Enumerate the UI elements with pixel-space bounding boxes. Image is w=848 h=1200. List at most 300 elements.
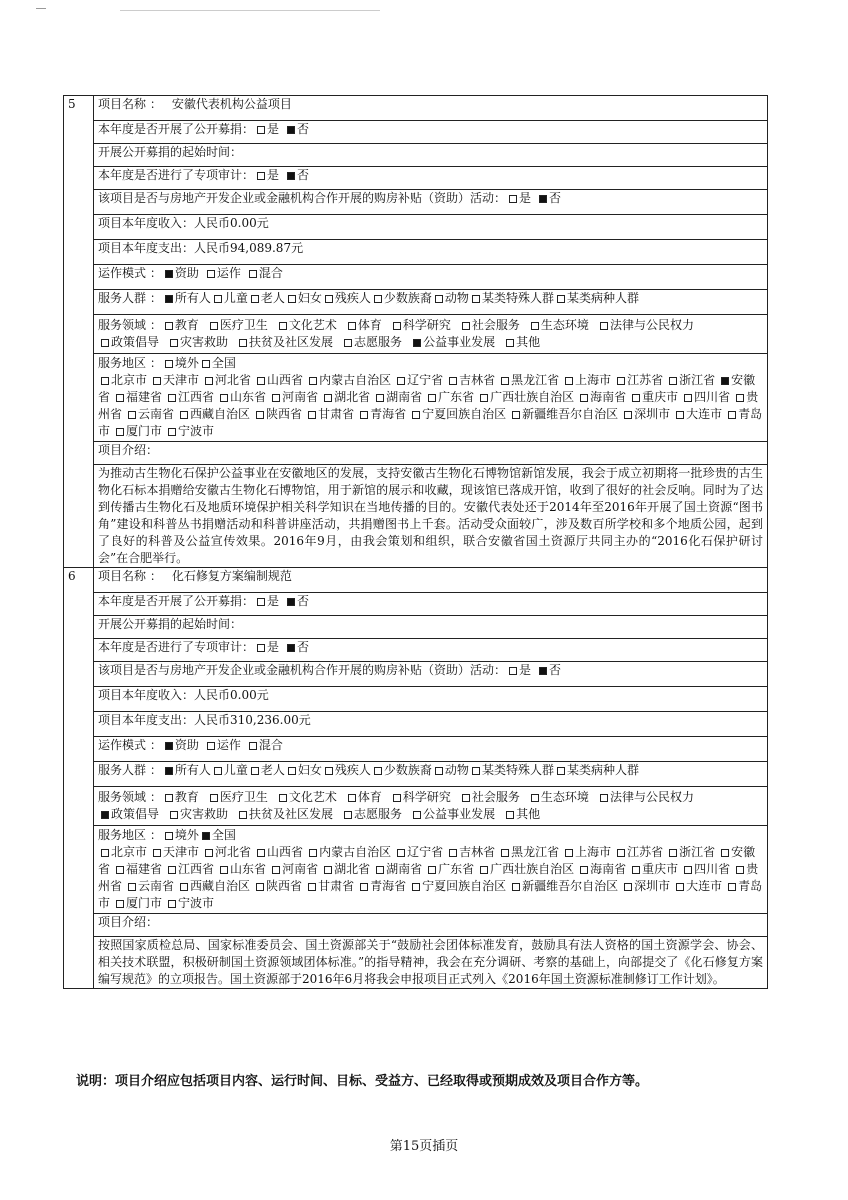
service-area-option[interactable]	[621, 407, 670, 421]
service-area-row-cell	[94, 826, 768, 914]
service-area-option[interactable]	[681, 862, 730, 876]
option-label: 广东省	[438, 390, 475, 404]
option-label: 江西省	[178, 390, 215, 404]
service-area-option[interactable]	[409, 879, 506, 893]
checkbox-icon	[617, 377, 625, 385]
no-checkbox[interactable]	[536, 191, 561, 205]
option-label: 体育	[357, 790, 382, 804]
option-label: 儿童	[223, 291, 248, 305]
yes-checkbox[interactable]	[506, 191, 531, 205]
option-label: 混合	[258, 266, 283, 280]
option-label: 天津市	[163, 373, 200, 387]
checkbox-icon	[512, 883, 520, 891]
checkbox-icon	[435, 295, 443, 303]
checkbox-icon	[202, 832, 210, 840]
footer-note: 说明：项目介绍应包括项目内容、运行时间、目标、受益方、已经取得或预期成效及项目合作方等。	[76, 1074, 649, 1089]
option-label: 黑龙江省	[511, 373, 560, 387]
option-label: 浙江省	[679, 373, 716, 387]
option-label: 否	[297, 594, 310, 608]
yes-checkbox[interactable]	[506, 663, 531, 677]
service-field-option[interactable]	[390, 318, 451, 332]
checkbox-icon	[531, 322, 539, 330]
option-label: 运作	[216, 738, 241, 752]
service-area-option[interactable]	[629, 390, 678, 404]
checkbox-icon	[116, 866, 124, 874]
service-field-option[interactable]	[162, 790, 199, 804]
option-label: 科学研究	[402, 318, 451, 332]
checkbox-icon	[565, 377, 573, 385]
service-field-option[interactable]	[390, 790, 451, 804]
project-name-cell	[94, 568, 768, 593]
checkbox-icon	[721, 849, 729, 857]
service-area-option[interactable]	[306, 373, 391, 387]
service-area-option[interactable]	[165, 896, 214, 910]
audit-row	[64, 639, 768, 662]
checkbox-icon	[580, 866, 588, 874]
service-field-option[interactable]	[345, 790, 382, 804]
checkbox-icon	[539, 667, 547, 675]
option-label: 深圳市	[634, 407, 671, 421]
service-crowd-option[interactable]	[554, 291, 639, 305]
checkbox-icon	[557, 295, 565, 303]
option-label: 上海市	[575, 845, 612, 859]
option-label: 是	[519, 191, 532, 205]
service-area-option[interactable]	[621, 879, 670, 893]
operation-mode-option[interactable]	[204, 266, 241, 280]
project-name: 化石修复方案编制规范	[171, 569, 292, 583]
service-area-option[interactable]	[321, 390, 370, 404]
checkbox-icon	[557, 767, 565, 775]
service-field-option[interactable]	[276, 790, 337, 804]
option-label: 湖南省	[386, 862, 423, 876]
service-crowd-option[interactable]	[248, 763, 285, 777]
service-area-option[interactable]	[165, 390, 214, 404]
service-field-option[interactable]	[167, 335, 228, 349]
checkbox-icon	[287, 644, 295, 652]
option-label: 贵州省	[98, 862, 759, 893]
no-checkbox[interactable]	[284, 640, 309, 654]
option-label: 浙江省	[679, 845, 716, 859]
checkbox-icon	[325, 767, 333, 775]
fundraising-start-label: 开展公开募捐的起始时间：	[98, 617, 243, 631]
operation-mode-row-cell	[94, 265, 768, 290]
service-area-option[interactable]	[477, 862, 574, 876]
service-field-row	[64, 315, 768, 354]
service-area-option[interactable]	[509, 407, 618, 421]
service-area-scope[interactable]	[199, 828, 236, 842]
option-label: 运作	[216, 266, 241, 280]
operation-mode-option[interactable]	[204, 738, 241, 752]
service-area-option[interactable]	[150, 845, 199, 859]
service-field-option[interactable]	[410, 807, 495, 821]
public-fundraising-question: 本年度是否开展了公开募捐：	[98, 122, 255, 136]
service-crowd-option[interactable]	[371, 291, 432, 305]
service-area-option[interactable]	[217, 390, 266, 404]
service-crowd-row	[64, 762, 768, 787]
project-number: 5	[64, 96, 94, 568]
option-label: 扶贫及社区发展	[249, 335, 334, 349]
checkbox-icon	[435, 767, 443, 775]
option-label: 志愿服务	[354, 807, 403, 821]
checkbox-icon	[360, 411, 368, 419]
checkbox-icon	[348, 794, 356, 802]
option-label: 残疾人	[334, 763, 371, 777]
option-label: 山东省	[230, 862, 267, 876]
checkbox-icon	[344, 811, 352, 819]
service-area-option[interactable]	[673, 407, 722, 421]
service-area-option[interactable]	[113, 862, 162, 876]
intro-label: 项目介绍：	[98, 443, 159, 457]
service-field-option[interactable]	[236, 335, 333, 349]
service-crowd-option[interactable]	[285, 763, 322, 777]
checkbox-icon	[128, 883, 136, 891]
option-label: 河南省	[282, 390, 319, 404]
service-field-option[interactable]	[528, 318, 589, 332]
checkbox-icon	[220, 866, 228, 874]
scan-mark	[36, 8, 46, 9]
option-label: 青海省	[370, 879, 407, 893]
checkbox-icon	[462, 322, 470, 330]
service-area-option[interactable]	[357, 407, 406, 421]
service-area-option[interactable]	[125, 407, 174, 421]
service-area-option[interactable]	[425, 390, 474, 404]
project-name-label: 项目名称 ：	[98, 97, 162, 111]
service-area-option[interactable]	[202, 845, 251, 859]
service-area-option[interactable]	[98, 845, 147, 859]
service-crowd-option[interactable]	[469, 291, 554, 305]
checkbox-icon	[325, 295, 333, 303]
option-label: 湖北省	[334, 862, 371, 876]
option-label: 文化艺术	[288, 318, 337, 332]
service-area-option[interactable]	[253, 407, 302, 421]
service-area-option[interactable]	[177, 879, 250, 893]
checkbox-icon	[153, 849, 161, 857]
service-field-option[interactable]	[167, 807, 228, 821]
service-area-option[interactable]	[394, 845, 443, 859]
option-label: 山西省	[267, 845, 304, 859]
checkbox-icon	[412, 883, 420, 891]
option-label: 山西省	[267, 373, 304, 387]
service-area-option[interactable]	[562, 845, 611, 859]
operation-mode-option[interactable]	[162, 266, 199, 280]
service-area-option[interactable]	[254, 373, 303, 387]
service-crowd-option[interactable]	[432, 291, 469, 305]
service-crowd-option[interactable]	[162, 291, 211, 305]
checkbox-icon	[153, 377, 161, 385]
service-crowd-option[interactable]	[248, 291, 285, 305]
service-area-option[interactable]	[681, 390, 730, 404]
option-label: 是	[267, 168, 280, 182]
public-fundraising-row	[64, 121, 768, 144]
service-field-option[interactable]	[207, 318, 268, 332]
option-label: 老人	[260, 763, 285, 777]
option-label: 黑龙江省	[511, 845, 560, 859]
yes-no-choice	[254, 594, 314, 608]
yes-checkbox[interactable]	[254, 640, 279, 654]
checkbox-icon	[472, 767, 480, 775]
checkbox-icon	[506, 339, 514, 347]
service-field-option[interactable]	[503, 335, 540, 349]
option-label: 湖北省	[334, 390, 371, 404]
checkbox-icon	[462, 794, 470, 802]
service-crowd-option[interactable]	[162, 763, 211, 777]
option-label: 新疆维吾尔自治区	[522, 407, 619, 421]
option-label: 生态环境	[540, 318, 589, 332]
service-area-option[interactable]	[446, 845, 495, 859]
operation-mode-row	[64, 737, 768, 762]
option-label: 是	[267, 122, 280, 136]
option-label: 广西壮族自治区	[490, 390, 575, 404]
public-fundraising-question: 本年度是否开展了公开募捐：	[98, 594, 255, 608]
service-area-option[interactable]	[150, 373, 199, 387]
service-area-option[interactable]	[373, 862, 422, 876]
service-area-option[interactable]	[614, 845, 663, 859]
option-label: 西藏自治区	[190, 407, 251, 421]
checkbox-icon	[168, 428, 176, 436]
service-area-option[interactable]	[253, 879, 302, 893]
yes-checkbox[interactable]	[254, 122, 279, 136]
public-fundraising-row	[64, 593, 768, 616]
service-area-scope[interactable]	[162, 828, 199, 842]
service-area-option[interactable]	[321, 862, 370, 876]
annual-expense: 项目本年度支出：人民币94,089.87元	[98, 241, 304, 255]
checkbox-icon	[480, 866, 488, 874]
checkbox-icon	[360, 883, 368, 891]
checkbox-icon	[374, 767, 382, 775]
no-checkbox[interactable]	[284, 122, 309, 136]
checkbox-icon	[580, 394, 588, 402]
checkbox-icon	[600, 794, 608, 802]
service-area-option[interactable]	[666, 373, 715, 387]
checkbox-icon	[256, 883, 264, 891]
operation-mode-option[interactable]	[162, 738, 199, 752]
checkbox-icon	[128, 411, 136, 419]
option-label: 全国	[211, 356, 236, 370]
service-area-option[interactable]	[425, 862, 474, 876]
service-crowd-option[interactable]	[432, 763, 469, 777]
service-crowd-option[interactable]	[322, 291, 371, 305]
service-field-option[interactable]	[597, 790, 694, 804]
service-field-option[interactable]	[207, 790, 268, 804]
service-field-option[interactable]	[341, 807, 402, 821]
operation-mode-option[interactable]	[246, 266, 283, 280]
no-checkbox[interactable]	[536, 663, 561, 677]
service-field-option[interactable]	[459, 318, 520, 332]
service-crowd-option[interactable]	[285, 291, 322, 305]
checkbox-icon	[324, 866, 332, 874]
audit-question: 本年度是否进行了专项审计：	[98, 168, 255, 182]
service-area-option[interactable]	[577, 862, 626, 876]
option-label: 河南省	[282, 862, 319, 876]
option-label: 河北省	[215, 845, 252, 859]
service-area-option[interactable]	[125, 879, 174, 893]
fundraising-start-row	[64, 616, 768, 639]
intro-text-row	[64, 465, 768, 568]
housing-subsidy-question: 该项目是否与房地产开发企业或金融机构合作开展的购房补贴（资助）活动：	[98, 191, 507, 205]
option-label: 境外	[174, 356, 199, 370]
service-area-option[interactable]	[562, 373, 611, 387]
option-label: 山东省	[230, 390, 267, 404]
service-area-option[interactable]	[165, 424, 214, 438]
service-area-option[interactable]	[165, 862, 214, 876]
service-area-option[interactable]	[673, 879, 722, 893]
service-field-option[interactable]	[276, 318, 337, 332]
checkbox-icon	[413, 811, 421, 819]
housing-subsidy-row-cell	[94, 662, 768, 687]
service-crowd-option[interactable]	[554, 763, 639, 777]
checkbox-icon	[116, 900, 124, 908]
service-field-option[interactable]	[410, 335, 495, 349]
checkbox-icon	[239, 339, 247, 347]
service-field-option[interactable]	[98, 335, 159, 349]
option-label: 青海省	[370, 407, 407, 421]
service-field-option[interactable]	[528, 790, 589, 804]
option-label: 安徽省	[98, 373, 756, 404]
checkbox-icon	[397, 849, 405, 857]
intro-text: 按照国家质检总局、国家标准委员会、国土资源部关于“鼓励社会团体标准发育，鼓励具有法人资格的国土资源学会、协会、相关技术联盟，积极研制国土资源领域团体标准。”的指导精神，我会在充分调研、考察的基础上，向部提交了《化石修复方案编写规范》的立项报告。国土资源部于2016年6月将我会申报项目正式列入《2016年国土资源标准制修订工作计划》。	[98, 938, 763, 986]
annual-income: 项目本年度收入：人民币0.00元	[98, 216, 269, 230]
operation-mode-option[interactable]	[246, 738, 283, 752]
option-label: 辽宁省	[407, 845, 444, 859]
service-area-option[interactable]	[113, 390, 162, 404]
checkbox-icon	[180, 883, 188, 891]
checkbox-icon	[624, 411, 632, 419]
option-label: 宁波市	[178, 896, 215, 910]
service-area-option[interactable]	[113, 424, 162, 438]
checkbox-icon	[412, 411, 420, 419]
option-label: 某类病种人群	[566, 763, 639, 777]
service-area-option[interactable]	[577, 390, 626, 404]
option-label: 是	[267, 594, 280, 608]
project-number: 6	[64, 568, 94, 989]
checkbox-icon	[728, 883, 736, 891]
service-area-option[interactable]	[477, 390, 574, 404]
service-area-option[interactable]	[357, 879, 406, 893]
option-label: 北京市	[111, 845, 148, 859]
no-checkbox[interactable]	[284, 594, 309, 608]
option-label: 生态环境	[540, 790, 589, 804]
service-field-option[interactable]	[341, 335, 402, 349]
option-label: 某类特殊人群	[481, 291, 554, 305]
checkbox-icon	[287, 172, 295, 180]
service-crowd-option[interactable]	[211, 291, 248, 305]
service-area-option[interactable]	[498, 373, 559, 387]
service-area-option[interactable]	[269, 390, 318, 404]
option-label: 灾害救助	[180, 807, 229, 821]
housing-subsidy-row	[64, 190, 768, 215]
service-area-option[interactable]	[394, 373, 443, 387]
option-label: 江苏省	[627, 373, 664, 387]
service-field-option[interactable]	[162, 318, 199, 332]
option-label: 安徽省	[98, 845, 756, 876]
service-field-option[interactable]	[459, 790, 520, 804]
service-area-option[interactable]	[306, 845, 391, 859]
service-area-row-cell	[94, 354, 768, 442]
checkbox-icon	[501, 849, 509, 857]
service-crowd-option[interactable]	[469, 763, 554, 777]
option-label: 宁夏回族自治区	[422, 879, 507, 893]
checkbox-icon	[676, 883, 684, 891]
service-area-option[interactable]	[217, 862, 266, 876]
service-area-option[interactable]	[305, 879, 354, 893]
checkbox-icon	[257, 644, 265, 652]
service-area-option[interactable]	[498, 845, 559, 859]
service-area-option[interactable]	[409, 407, 506, 421]
checkbox-icon	[207, 270, 215, 278]
yes-checkbox[interactable]	[254, 168, 279, 182]
checkbox-icon	[257, 598, 265, 606]
service-field-label: 服务领域 ：	[98, 318, 162, 332]
service-area-option[interactable]	[446, 373, 495, 387]
project-form-sheet	[63, 95, 768, 989]
option-label: 云南省	[138, 879, 175, 893]
service-crowd-option[interactable]	[211, 763, 248, 777]
service-field-option[interactable]	[236, 807, 333, 821]
service-field-option[interactable]	[345, 318, 382, 332]
checkbox-icon	[288, 295, 296, 303]
intro-text-row-cell	[94, 465, 768, 568]
checkbox-icon	[374, 295, 382, 303]
service-area-option[interactable]	[254, 845, 303, 859]
service-crowd-option[interactable]	[322, 763, 371, 777]
checkbox-icon	[210, 322, 218, 330]
option-label: 动物	[444, 291, 469, 305]
checkbox-icon	[210, 794, 218, 802]
service-area-option[interactable]	[177, 407, 250, 421]
service-area-scope[interactable]	[199, 356, 236, 370]
option-label: 否	[549, 663, 562, 677]
checkbox-icon	[170, 811, 178, 819]
project-name-label: 项目名称 ：	[98, 569, 162, 583]
checkbox-icon	[214, 295, 222, 303]
service-area-option[interactable]	[113, 896, 162, 910]
service-area-option[interactable]	[202, 373, 251, 387]
option-label: 社会服务	[471, 318, 520, 332]
service-area-scope[interactable]	[162, 356, 199, 370]
service-crowd-row	[64, 290, 768, 315]
checkbox-icon	[101, 811, 109, 819]
service-area-option[interactable]	[269, 862, 318, 876]
service-field-option[interactable]	[503, 807, 540, 821]
option-label: 云南省	[138, 407, 175, 421]
service-area-option[interactable]	[666, 845, 715, 859]
service-crowd-option[interactable]	[371, 763, 432, 777]
checkbox-icon	[309, 377, 317, 385]
operation-mode-label: 运作模式 ：	[98, 738, 162, 752]
checkbox-icon	[509, 667, 517, 675]
fundraising-start-label: 开展公开募捐的起始时间：	[98, 145, 243, 159]
option-label: 资助	[174, 738, 199, 752]
service-field-option[interactable]	[98, 807, 159, 821]
service-area-option[interactable]	[305, 407, 354, 421]
yes-no-choice	[506, 663, 566, 677]
service-area-option[interactable]	[98, 373, 147, 387]
checkbox-icon	[449, 849, 457, 857]
service-area-option[interactable]	[614, 373, 663, 387]
option-label: 是	[519, 663, 532, 677]
option-label: 上海市	[575, 373, 612, 387]
yes-checkbox[interactable]	[254, 594, 279, 608]
no-checkbox[interactable]	[284, 168, 309, 182]
service-field-option[interactable]	[597, 318, 694, 332]
option-label: 福建省	[126, 862, 163, 876]
option-label: 公益事业发展	[423, 335, 496, 349]
service-area-option[interactable]	[373, 390, 422, 404]
option-label: 资助	[174, 266, 199, 280]
service-area-option[interactable]	[629, 862, 678, 876]
checkbox-icon	[257, 126, 265, 134]
service-area-option[interactable]	[509, 879, 618, 893]
